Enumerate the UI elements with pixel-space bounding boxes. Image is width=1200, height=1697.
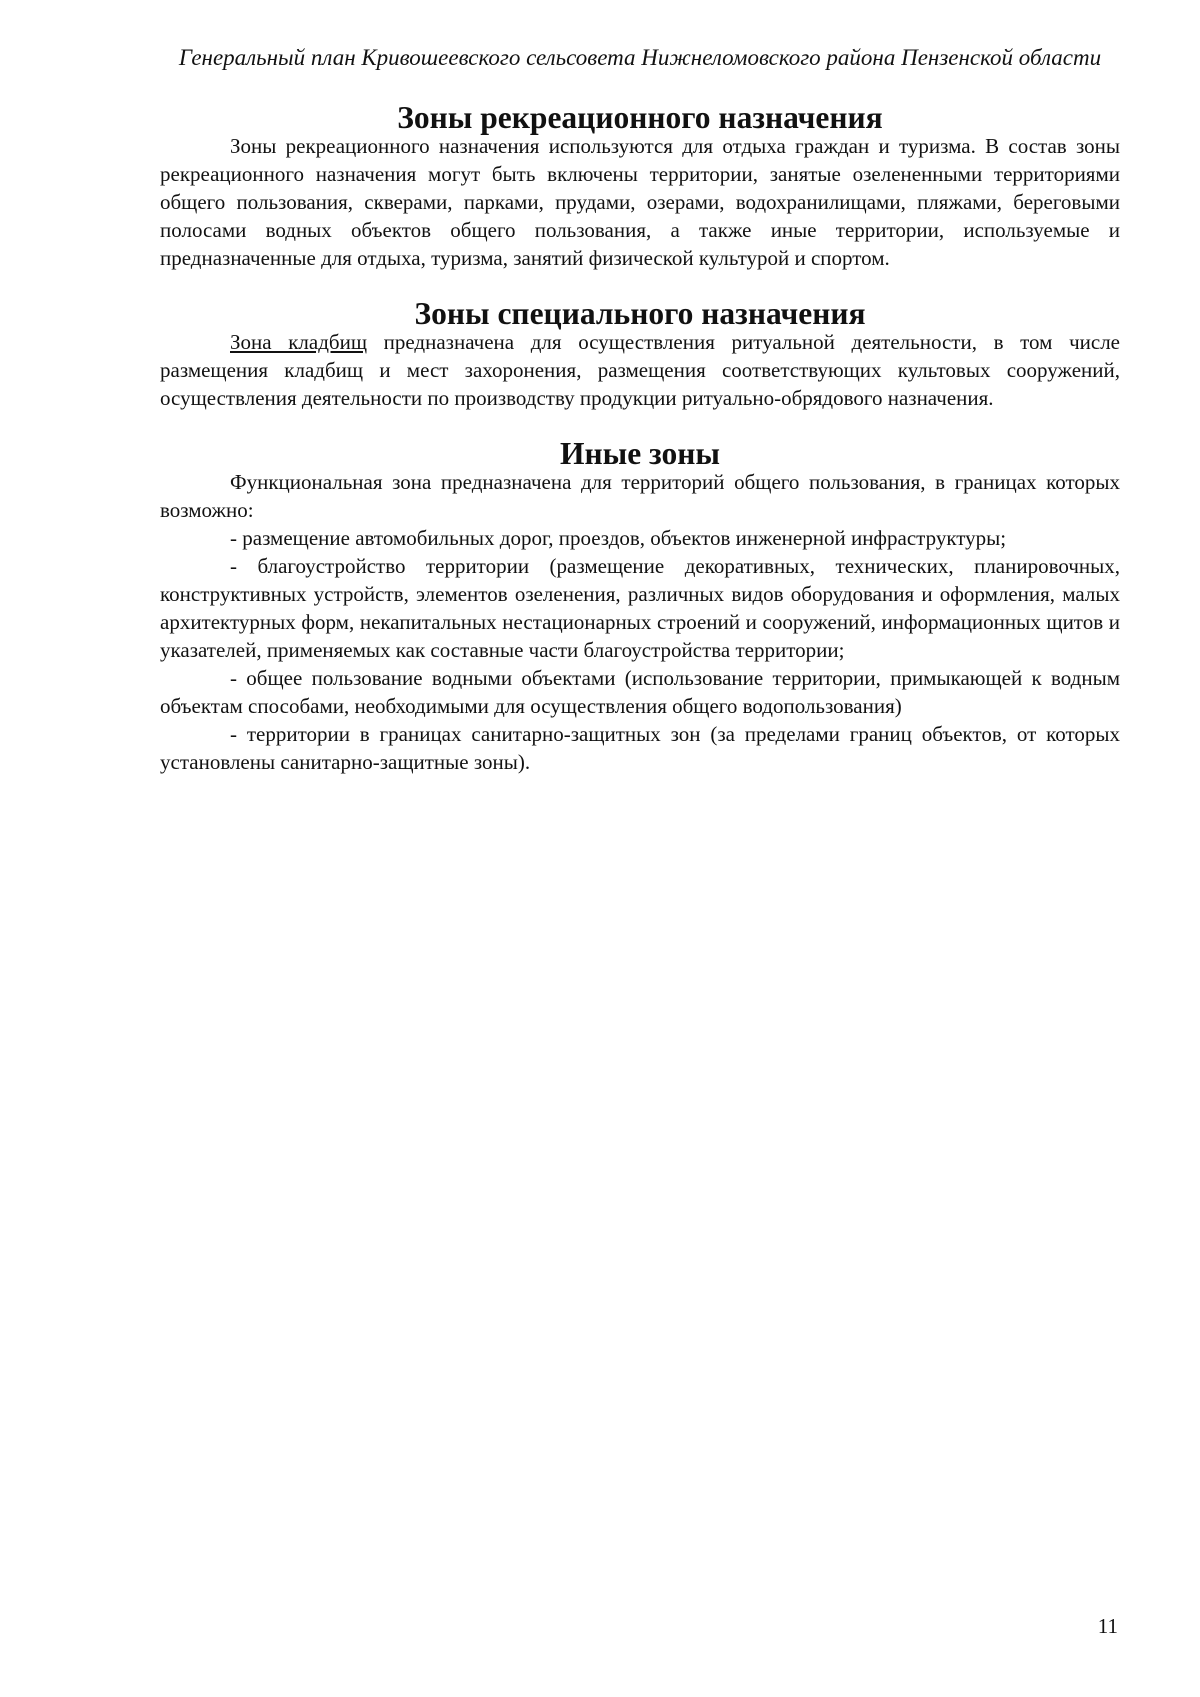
section-heading-recreational: Зоны рекреационного назначения bbox=[397, 100, 883, 135]
page-content bbox=[160, 100, 1120, 776]
list-item: - общее пользование водными объектами (использование территории, примыкающей к водным объектам способами, необходимыми для осуществления общего водопользования) bbox=[160, 666, 1120, 718]
page-number: 11 bbox=[1097, 1614, 1118, 1638]
list-item: - размещение автомобильных дорог, проездов, объектов инженерной инфраструктуры; bbox=[230, 526, 1007, 550]
list-item: - территории в границах санитарно-защитных зон (за пределами границ объектов, от которых установлены санитарно-защитные зоны). bbox=[160, 722, 1120, 774]
paragraph-special-text: предназначена для осуществления ритуальной деятельности, в том числе размещения кладбищ и мест захоронения, размещения соответствующих культовых сооружений, осуществления деятельности по производству продукции ритуально-обрядового назначения. bbox=[160, 330, 1120, 410]
list-item: - благоустройство территории (размещение декоративных, технических, планировочных, конструктивных устройств, элементов озеленения, различных видов оборудования и оформления, малых архитектурных форм, некапитальных нестационарных строений и сооружений, информационных щитов и указателей, применяемых как составные части благоустройства территории; bbox=[160, 554, 1120, 662]
section-heading-other: Иные зоны bbox=[559, 436, 721, 471]
paragraph-other-intro: Функциональная зона предназначена для территорий общего пользования, в границах которых возможно: bbox=[160, 470, 1120, 522]
underlined-term: Зона кладбищ bbox=[230, 330, 367, 354]
paragraph-special bbox=[160, 328, 1120, 412]
running-header: Генеральный план Кривошеевского сельсовета Нижнеломовского района Пензенской области bbox=[178, 45, 1102, 70]
section-heading-special: Зоны специального назначения bbox=[414, 296, 866, 331]
paragraph-recreational: Зоны рекреационного назначения используются для отдыха граждан и туризма. В состав зоны рекреационного назначения могут быть включены территории, занятые озелененными территориями общего пользования, скверами, парками, прудами, озерами, водохранилищами, пляжами, береговыми полосами водных объектов общего пользования, а также иные территории, используемые и предназначенные для отдыха, туризма, занятий физической культурой и спортом. bbox=[160, 134, 1120, 270]
